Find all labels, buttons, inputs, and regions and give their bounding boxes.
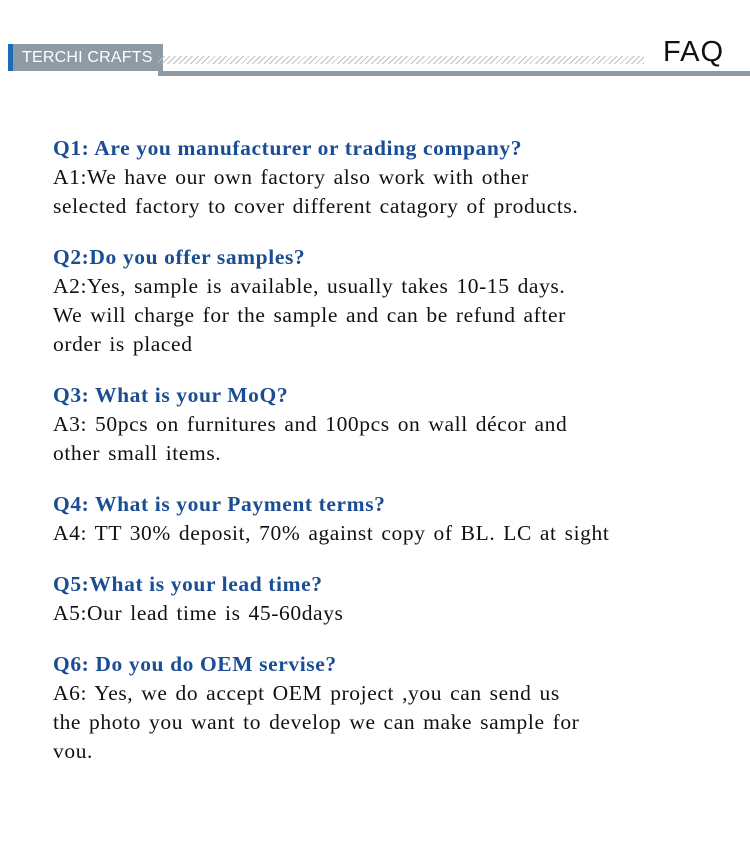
faq-item-4 (53, 490, 723, 548)
faq-answer-line: A3: 50pcs on furnitures and 100pcs on wall décor and (53, 412, 568, 436)
brand-name: TERCHI CRAFTS (22, 48, 153, 66)
faq-question: Q1: Are you manufacturer or trading company? (53, 136, 523, 160)
page-header (0, 0, 750, 80)
faq-answer-line: A6: Yes, we do accept OEM project ,you can send us (53, 681, 560, 705)
brand-tab (8, 44, 163, 71)
page-title: FAQ (662, 36, 724, 68)
faq-answer-line: A4: TT 30% deposit, 70% against copy of BL. LC at sight (53, 521, 610, 545)
faq-item-6 (53, 650, 723, 766)
faq-answer-line: We will charge for the sample and can be refund after (53, 303, 566, 327)
faq-answer-line: the photo you want to develop we can make sample for (53, 710, 580, 734)
faq-answer-line: other small items. (53, 441, 222, 465)
faq-question: Q5:What is your lead time? (53, 572, 323, 596)
faq-list (53, 134, 723, 788)
faq-question: Q3: What is your MoQ? (53, 383, 289, 407)
hatch-divider (158, 56, 644, 64)
header-rule (158, 71, 750, 76)
faq-answer-line: order is placed (53, 332, 193, 356)
faq-question: Q4: What is your Payment terms? (53, 492, 386, 516)
faq-question: Q2:Do you offer samples? (53, 245, 306, 269)
faq-answer-line: A1:We have our own factory also work with other (53, 165, 529, 189)
faq-item-3 (53, 381, 723, 468)
faq-item-5 (53, 570, 723, 628)
faq-question: Q6: Do you do OEM servise? (53, 652, 337, 676)
brand-accent-bar (8, 44, 13, 71)
faq-answer-line: vou. (53, 739, 94, 763)
faq-item-1 (53, 134, 723, 221)
faq-answer-line: selected factory to cover different catagory of products. (53, 194, 579, 218)
faq-answer-line: A5:Our lead time is 45-60days (53, 601, 344, 625)
faq-item-2 (53, 243, 723, 359)
faq-answer-line: A2:Yes, sample is available, usually takes 10-15 days. (53, 274, 566, 298)
